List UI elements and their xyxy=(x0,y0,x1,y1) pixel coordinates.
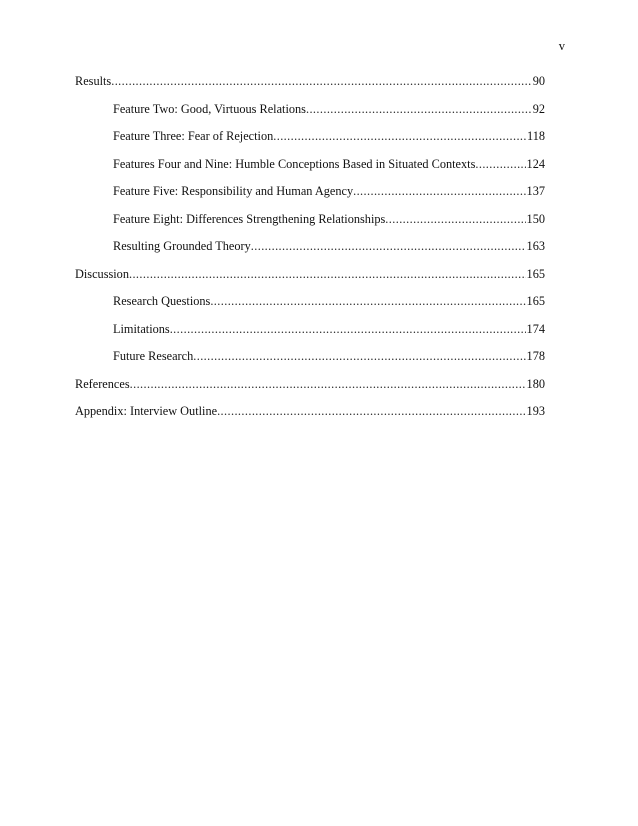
toc-entry-page: 163 xyxy=(526,239,545,253)
table-of-contents xyxy=(75,74,545,432)
toc-entry-label: Results xyxy=(75,74,112,88)
dot-leader xyxy=(210,294,525,309)
toc-entry-feature-three xyxy=(75,129,545,157)
toc-entry-page: 174 xyxy=(526,321,545,336)
toc-entry-page: 178 xyxy=(526,349,545,363)
toc-entry-discussion xyxy=(75,267,545,295)
dot-leader xyxy=(385,212,525,227)
toc-entry-page: 124 xyxy=(526,156,545,171)
page-number: v xyxy=(558,39,565,53)
toc-entry-page: 165 xyxy=(526,294,545,308)
toc-entry-label: Feature Two: Good, Virtuous Relations xyxy=(113,101,306,116)
toc-entry-features-four-nine xyxy=(75,157,545,185)
dot-leader xyxy=(306,102,532,117)
dot-leader xyxy=(217,404,525,419)
dot-leader xyxy=(273,129,526,144)
toc-entry-label: Feature Three: Fear of Rejection xyxy=(113,129,274,143)
toc-entry-future-research xyxy=(75,349,545,377)
toc-entry-label: Resulting Grounded Theory xyxy=(113,239,251,253)
toc-entry-page: 193 xyxy=(526,404,545,418)
toc-entry-feature-five xyxy=(75,184,545,212)
dot-leader xyxy=(130,377,526,392)
dot-leader xyxy=(475,157,525,172)
toc-entry-label: Research Questions xyxy=(113,294,211,308)
dot-leader xyxy=(193,349,525,364)
dot-leader xyxy=(170,322,526,337)
toc-entry-results xyxy=(75,74,545,102)
dot-leader xyxy=(111,74,531,89)
dot-leader xyxy=(251,239,526,254)
toc-entry-page: 118 xyxy=(527,129,545,143)
toc-entry-label: References xyxy=(75,376,130,391)
toc-entry-feature-two xyxy=(75,102,545,130)
toc-entry-page: 90 xyxy=(532,74,545,88)
toc-entry-resulting-grounded-theory xyxy=(75,239,545,267)
toc-entry-label: Limitations xyxy=(113,321,170,336)
toc-entry-page: 92 xyxy=(532,101,545,116)
toc-entry-label: Feature Eight: Differences Strengthening Relationships xyxy=(113,211,386,226)
toc-entry-label: Features Four and Nine: Humble Conceptions Based in Situated Contexts xyxy=(113,156,476,171)
toc-entry-label: Feature Five: Responsibility and Human Agency xyxy=(113,184,354,198)
toc-entry-label: Appendix: Interview Outline xyxy=(75,404,218,418)
dot-leader xyxy=(129,267,526,282)
toc-entry-label: Future Research xyxy=(113,349,194,363)
toc-entry-page: 180 xyxy=(526,376,545,391)
toc-entry-references xyxy=(75,377,545,405)
toc-entry-page: 137 xyxy=(526,184,545,198)
toc-entry-label: Discussion xyxy=(75,266,129,281)
toc-entry-limitations xyxy=(75,322,545,350)
toc-entry-page: 165 xyxy=(526,266,545,281)
toc-entry-appendix xyxy=(75,404,545,432)
toc-entry-research-questions xyxy=(75,294,545,322)
toc-entry-page: 150 xyxy=(526,211,545,226)
dot-leader xyxy=(353,184,525,199)
toc-entry-feature-eight xyxy=(75,212,545,240)
